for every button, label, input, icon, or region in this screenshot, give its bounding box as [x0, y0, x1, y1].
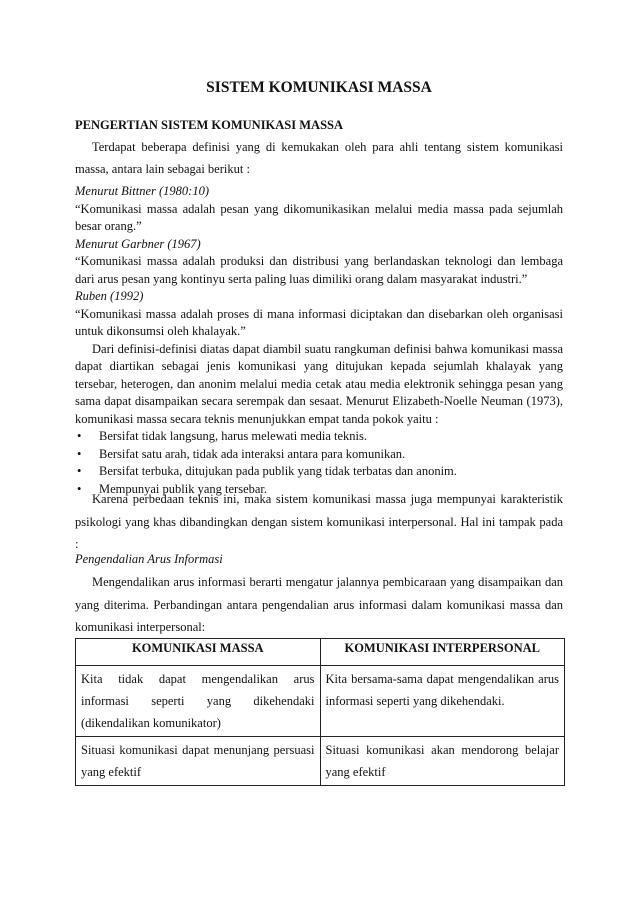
- list-item-text: Bersifat terbuka, ditujukan pada publik yang tidak terbatas dan anonim.: [99, 464, 457, 478]
- definition-source: Menurut Garbner (1967): [75, 236, 201, 251]
- bullet-icon: •: [77, 481, 82, 496]
- list-item: [75, 446, 563, 464]
- bullet-icon: •: [77, 446, 82, 461]
- comparison-table: [75, 638, 565, 786]
- intro-paragraph: Terdapat beberapa definisi yang di kemukakan oleh para ahli tentang sistem komunikasi massa, antara lain sebagai berikut :: [75, 140, 563, 176]
- list-item-text: Bersifat tidak langsung, harus melewati media teknis.: [99, 429, 367, 443]
- definition-source: Menurut Bittner (1980:10): [75, 184, 210, 198]
- summary-paragraph: Dari definisi-definisi diatas dapat diambil suatu rangkuman definisi bahwa komunikasi massa dapat diartikan sebagai jenis komunikasi yang ditujukan kepada sejumlah khalayak yang tersebar, heterogen, dan anonim melalui media cetak atau media elektronik sehingga pesan yang sama dapat disampaikan secara serempak dan sesaat. Menurut Elizabeth-Noelle Neuman (1973), komunikasi massa secara teknis menunjukkan empat tanda pokok yaitu :: [75, 341, 563, 426]
- list-item: [75, 463, 563, 481]
- definition-quote: “Komunikasi massa adalah pesan yang dikomunikasikan melalui media massa pada sejumlah besar orang.”: [75, 201, 563, 233]
- bullet-icon: •: [77, 429, 82, 443]
- subheading: Pengendalian Arus Informasi: [75, 552, 223, 566]
- definition-quote: “Komunikasi massa adalah proses di mana informasi diciptakan dan disebarkan oleh organisasi untuk dikonsumsi oleh khalayak.”: [75, 306, 563, 338]
- mengendalikan-paragraph: Mengendalikan arus informasi berarti mengatur jalannya pembicaraan yang disampaikan dan yang diterima. Perbandingan antara pengendalian arus informasi dalam komunikasi massa dan komunikasi interpersonal:: [75, 575, 563, 634]
- table-cell: Situasi komunikasi akan mendorong belajar yang efektif: [320, 737, 565, 786]
- list-item-text: Bersifat satu arah, tidak ada interaksi antara para komunikan.: [99, 446, 406, 461]
- table-row: [76, 737, 565, 786]
- section-heading: PENGERTIAN SISTEM KOMUNIKASI MASSA: [75, 118, 344, 132]
- bullet-icon: •: [77, 464, 82, 478]
- table-header: KOMUNIKASI INTERPERSONAL: [320, 639, 565, 666]
- document-title: SISTEM KOMUNIKASI MASSA: [206, 79, 432, 96]
- list-item-text: Mempunyai publik yang tersebar.: [99, 481, 268, 496]
- definitions-block: [75, 183, 563, 498]
- definition-source: Ruben (1992): [75, 289, 144, 303]
- karena-paragraph: Karena perbedaan teknis ini, maka sistem komunikasi massa juga mempunyai karakteristik psikologi yang khas dibandingkan dengan sistem komunikasi interpersonal. Hal ini tampak pada :: [75, 492, 563, 551]
- table-header: KOMUNIKASI MASSA: [76, 639, 321, 666]
- table-row: [76, 666, 565, 737]
- table-header-row: [76, 639, 565, 666]
- table-cell: Kita bersama-sama dapat mengendalikan arus informasi seperti yang dikehendaki.: [320, 666, 565, 737]
- table-cell: Kita tidak dapat mengendalikan arus informasi seperti yang dikehendaki (dikendalikan komunikator): [76, 666, 321, 737]
- table-cell: Situasi komunikasi dapat menunjang persuasi yang efektif: [76, 737, 321, 786]
- list-item: [75, 428, 563, 446]
- definition-quote: “Komunikasi massa adalah produksi dan distribusi yang berlandaskan teknologi dan lembaga dari arus pesan yang kontinyu serta paling luas dimiliki orang dalam masyarakat industri.”: [75, 254, 563, 286]
